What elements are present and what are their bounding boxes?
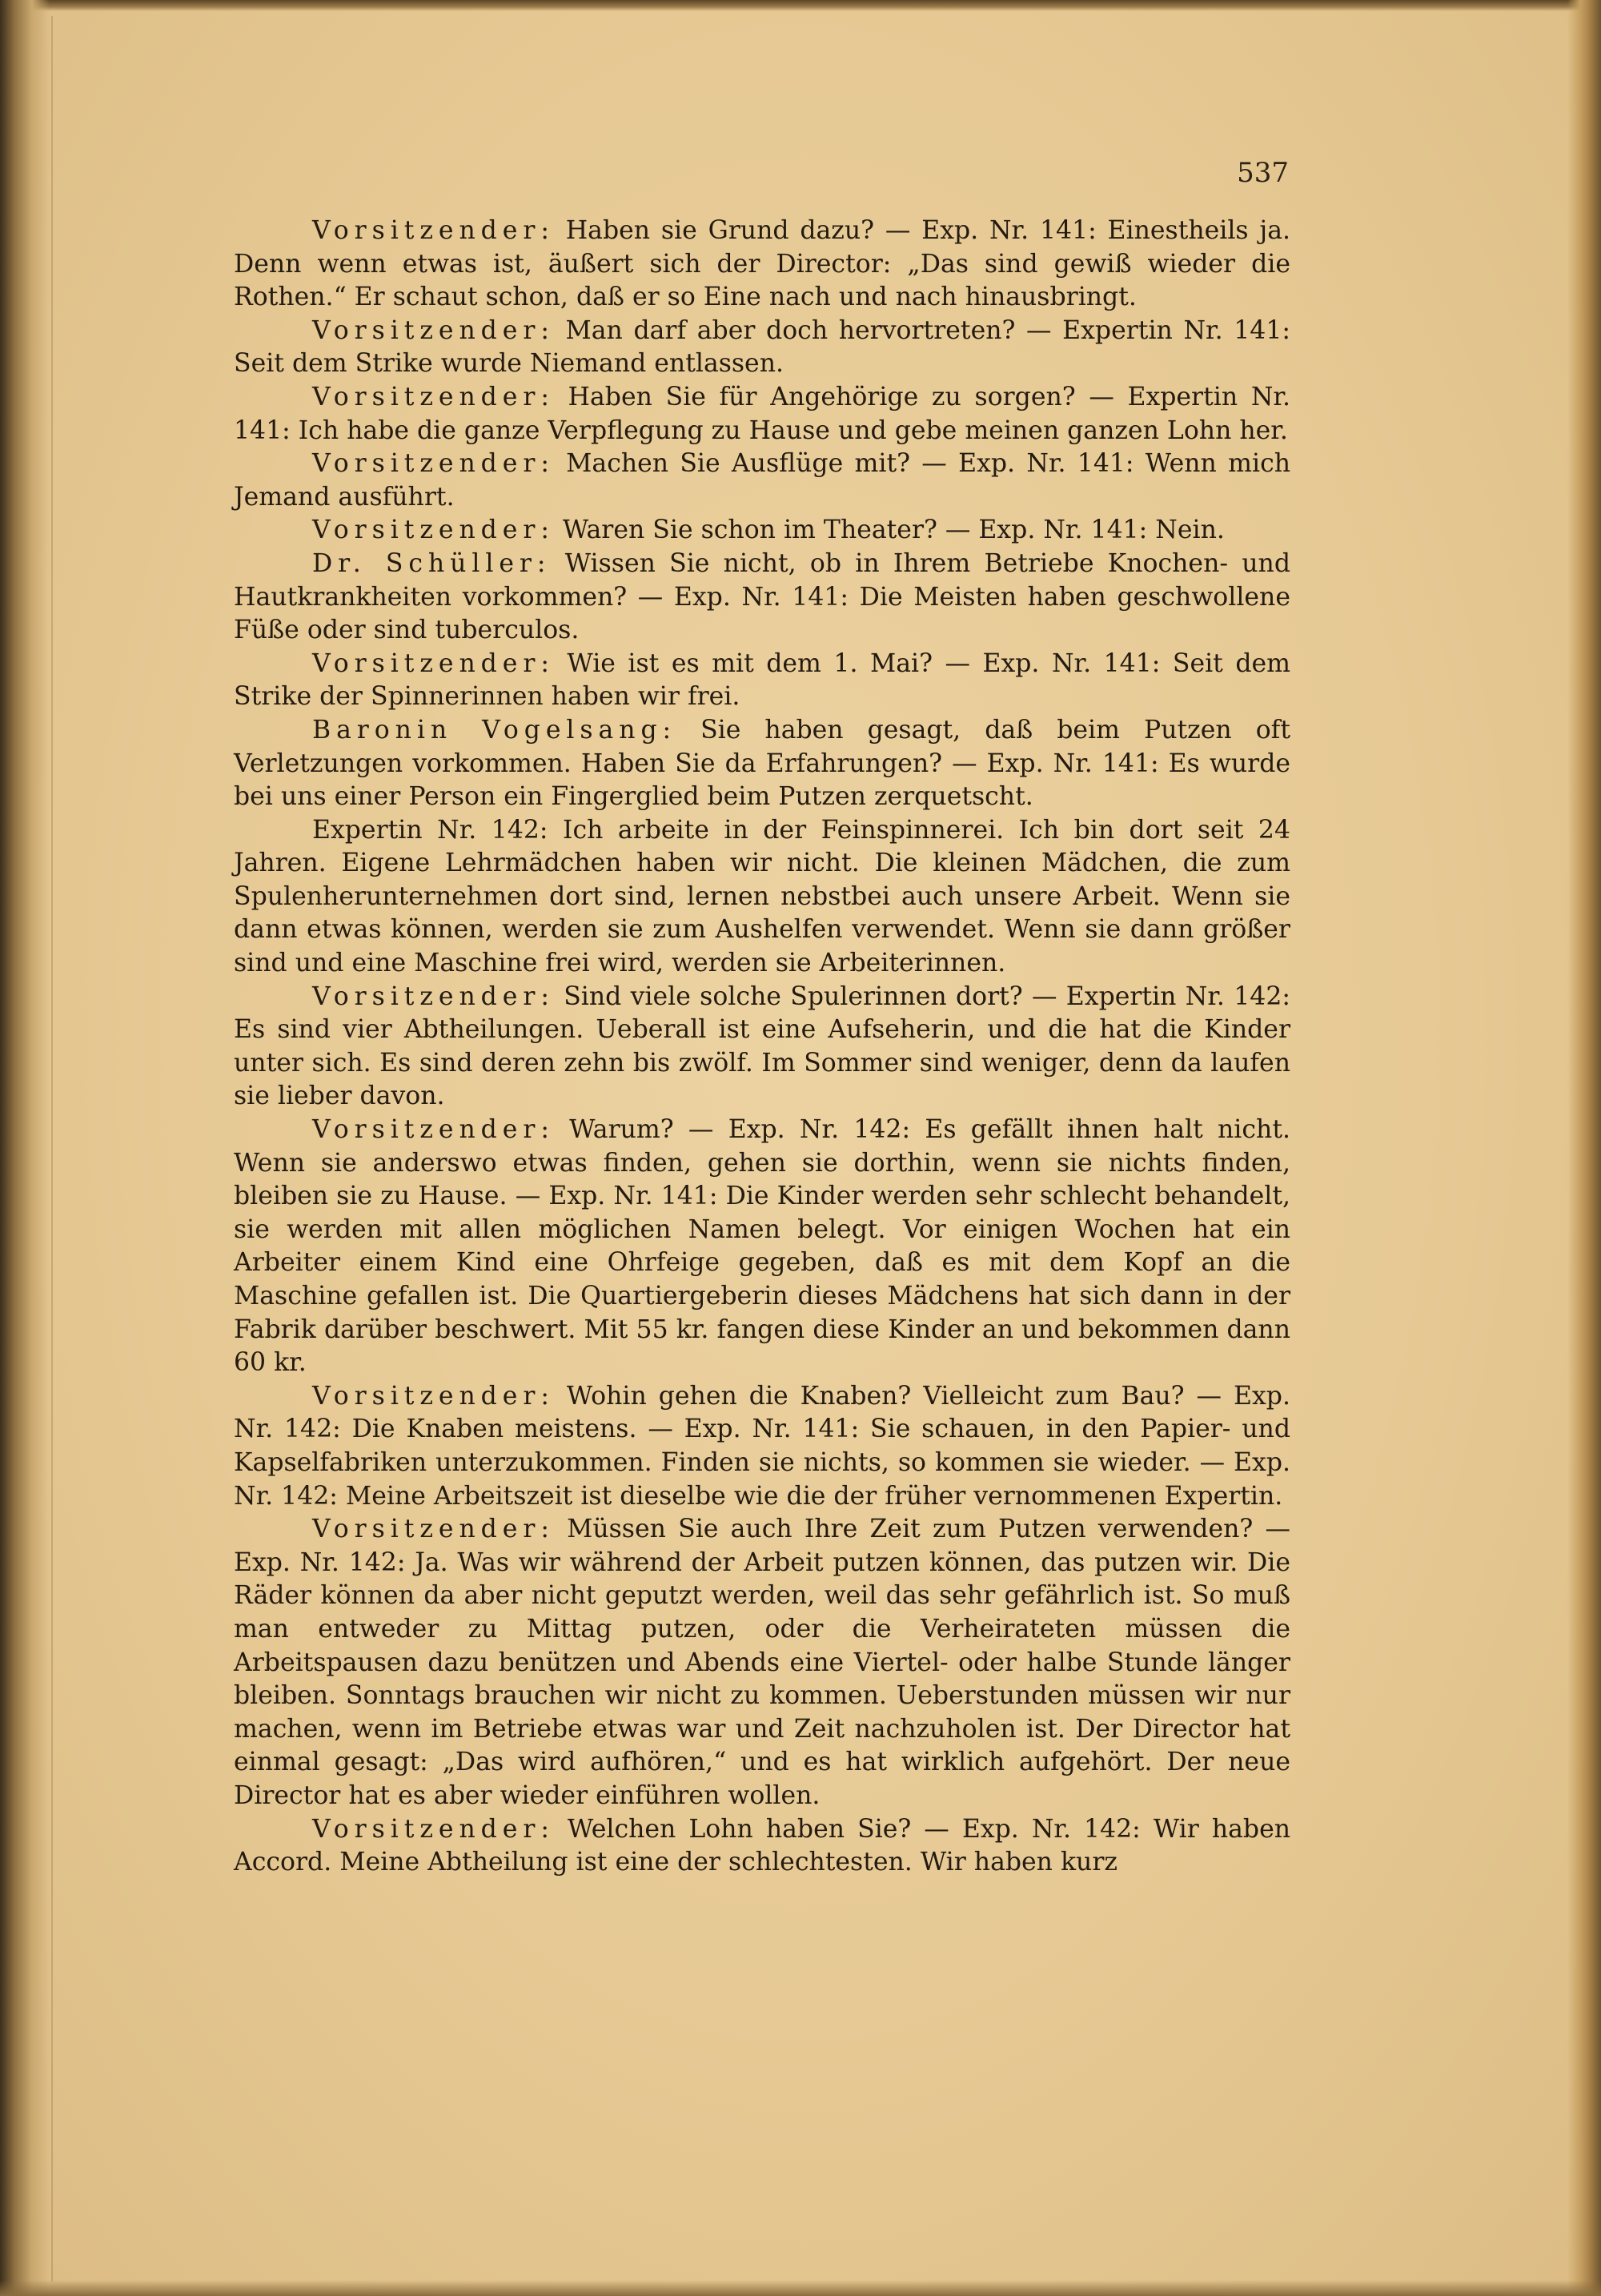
paragraph — [234, 215, 1290, 315]
paragraph — [234, 1813, 1290, 1880]
paragraph — [234, 1380, 1290, 1513]
speaker-name: Vorsitzender: — [312, 216, 555, 245]
paragraph — [234, 814, 1290, 981]
page-top-edge — [0, 0, 1601, 11]
paragraph-text: Man darf aber doch hervortreten? — Expertin Nr. 141: Seit dem Strike wurde Niemand entlassen. — [234, 315, 1290, 379]
paragraph-text: Sind viele solche Spulerinnen dort? — Expertin Nr. 142: Es sind vier Abtheilungen. Ueberall ist eine Aufseherin, und die hat die Kinder unter sich. Es sind deren zehn bis zwölf. Im Sommer sind weniger, denn da laufen sie lieber davon. — [234, 981, 1290, 1111]
paragraph-text: Haben sie Grund dazu? — Exp. Nr. 141: Einestheils ja. Denn wenn etwas ist, äußert sich der Director: „Das sind gewiß wieder die Rothen.“ Er schaut schon, daß er so Eine nach und nach hinausbringt. — [234, 216, 1290, 312]
speaker-name: Baronin Vogelsang: — [312, 715, 677, 745]
speaker-name: Vorsitzender: — [312, 1814, 555, 1844]
paragraph-text: Sie haben gesagt, daß beim Putzen oft Verletzungen vorkommen. Haben Sie da Erfahrungen? — Exp. Nr. 141: Es wurde bei uns einer Person ein Fingerglied beim Putzen zerquetscht. — [234, 715, 1290, 812]
paragraph — [234, 381, 1290, 448]
speaker-name: Vorsitzender: — [312, 981, 555, 1011]
speaker-name: Dr. Schüller: — [312, 548, 552, 578]
body-text — [234, 215, 1290, 1880]
speaker-name: Vorsitzender: — [312, 1381, 555, 1411]
paragraph-text: Wissen Sie nicht, ob in Ihrem Betriebe Knochen- und Hautkrankheiten vorkommen? — Exp. Nr. 141: Die Meisten haben geschwollene Füße oder sind tuberculos. — [234, 548, 1290, 645]
paragraph — [234, 981, 1290, 1114]
paragraph-text: Warum? — Exp. Nr. 142: Es gefällt ihnen halt nicht. Wenn sie anderswo etwas finden, gehen sie dorthin, wenn sie nichts finden, bleiben sie zu Hause. — Exp. Nr. 141: Die Kinder werden sehr schlecht behandelt, sie werden mit allen möglichen Namen belegt. Vor einigen Wochen hat ein Arbeiter einem Kind eine Ohrfeige gegeben, daß es mit dem Kopf an die Maschine gefallen ist. Die Quartiergeberin dieses Mädchens hat sich dann in der Fabrik darüber beschwert. Mit 55 kr. fangen diese Kinder an und bekommen dann 60 kr. — [234, 1115, 1290, 1378]
paragraph — [234, 1513, 1290, 1812]
speaker-name: Vorsitzender: — [312, 315, 555, 345]
paragraph — [234, 514, 1290, 548]
paragraph — [234, 648, 1290, 714]
paragraph-text: Wohin gehen die Knaben? Vielleicht zum Bau? — Exp. Nr. 142: Die Knaben meistens. — Exp. Nr. 141: Sie schauen, in den Papier- und Kapselfabriken unterzukommen. Finden sie nichts, so kommen sie wieder. — Exp. Nr. 142: Meine Arbeitszeit ist dieselbe wie die der früher vernommenen Expertin. — [234, 1381, 1290, 1511]
paragraph — [234, 448, 1290, 514]
speaker-name: Vorsitzender: — [312, 449, 555, 479]
page-fold-line — [51, 16, 53, 2282]
paragraph — [234, 714, 1290, 814]
page-bottom-edge — [0, 2280, 1601, 2296]
paragraph-text: Haben Sie für Angehörige zu sorgen? — Expertin Nr. 141: Ich habe die ganze Verpflegung zu Hause und gebe meinen ganzen Lohn her. — [234, 382, 1290, 445]
page-right-edge — [1567, 0, 1601, 2296]
paragraph-text: Wie ist es mit dem 1. Mai? — Exp. Nr. 141: Seit dem Strike der Spinnerinnen haben wir frei. — [234, 648, 1290, 712]
speaker-name: Vorsitzender: — [312, 382, 555, 411]
paragraph-text: Müssen Sie auch Ihre Zeit zum Putzen verwenden? — Exp. Nr. 142: Ja. Was wir während der Arbeit putzen können, das putzen wir. Die Räder können da aber nicht geputzt werden, weil das sehr gefährlich ist. So muß man entweder zu Mittag putzen, oder die Verheirateten müssen die Arbeitspausen dazu benützen und Abends eine Viertel- oder halbe Stunde länger bleiben. Sonntags brauchen wir nicht zu kommen. Ueberstunden müssen wir nur machen, wenn im Betriebe etwas war und Zeit nachzuholen ist. Der Director hat einmal gesagt: „Das wird aufhören,“ und es hat wirklich aufgehört. Der neue Director hat es aber wieder einführen wollen. — [234, 1515, 1290, 1810]
paragraph — [234, 548, 1290, 648]
speaker-name: Vorsitzender: — [312, 1515, 555, 1544]
paragraph — [234, 315, 1290, 381]
speaker-name: Vorsitzender: — [312, 648, 555, 678]
speaker-name: Vorsitzender: — [312, 516, 555, 545]
page-number: 537 — [1237, 157, 1289, 189]
paragraph-text: Expertin Nr. 142: Ich arbeite in der Feinspinnerei. Ich bin dort seit 24 Jahren. Eigene Lehrmädchen haben wir nicht. Die kleinen Mädchen, die zum Spulenherunternehmen dort sind, lernen nebstbei auch unsere Arbeit. Wenn sie dann etwas können, werden sie zum Aushelfen verwendet. Wenn sie dann größer sind und eine Maschine frei wird, werden sie Arbeiterinnen. — [234, 815, 1290, 978]
paragraph-text: Waren Sie schon im Theater? — Exp. Nr. 141: Nein. — [554, 516, 1225, 545]
page-binding-edge — [0, 0, 50, 2296]
paragraph — [234, 1114, 1290, 1380]
paragraph-text: Welchen Lohn haben Sie? — Exp. Nr. 142: Wir haben Accord. Meine Abtheilung ist eine der schlechtesten. Wir haben kurz — [234, 1814, 1290, 1877]
speaker-name: Vorsitzender: — [312, 1115, 555, 1145]
paragraph-text: Machen Sie Ausflüge mit? — Exp. Nr. 141: Wenn mich Jemand ausführt. — [234, 449, 1290, 512]
